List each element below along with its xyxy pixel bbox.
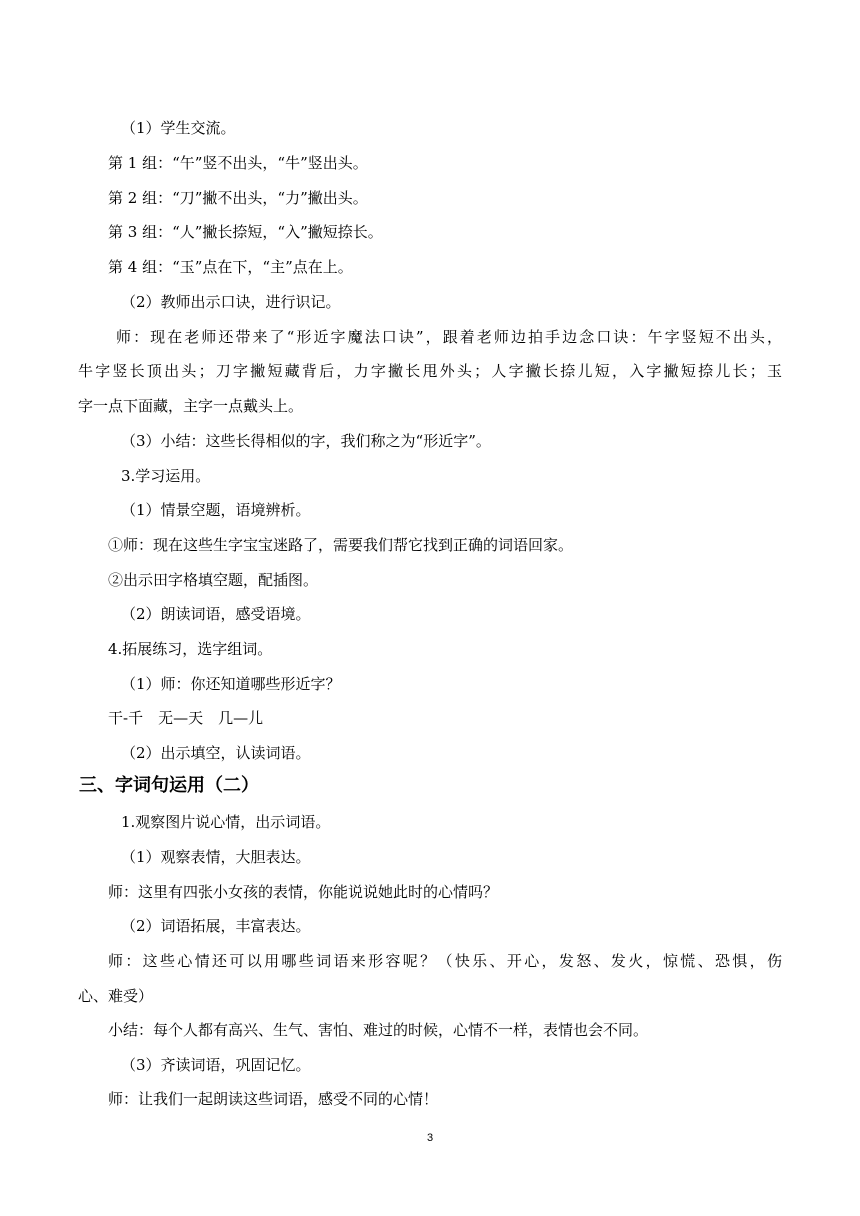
paragraph-line: 师：让我们一起朗读这些词语，感受不同的心情！ — [108, 1090, 439, 1108]
paragraph-line: （2）词语拓展，丰富表达。 — [121, 917, 311, 935]
paragraph-line: 牛字竖长顶出头；刀字撇短藏背后，力字撇长甩外头；人字撇长捺儿短，入字撇短捺儿长；玉 — [78, 362, 782, 380]
paragraph-line: （1）情景空题，语境辨析。 — [121, 501, 311, 519]
paragraph-line: 第 1 组：“午”竖不出头，“牛”竖出头。 — [108, 154, 368, 172]
paragraph-line: 第 4 组：“玉”点在下，“主”点在上。 — [108, 258, 353, 276]
paragraph-line: 师：这里有四张小女孩的表情，你能说说她此时的心情吗？ — [108, 883, 499, 901]
paragraph-line: 师：这些心情还可以用哪些词语来形容呢？（快乐、开心，发怒、发火，惊慌、恐惧，伤 — [108, 952, 782, 970]
paragraph-line: ②出示田字格填空题，配插图。 — [108, 571, 319, 589]
paragraph-line: （3）齐读词语，巩固记忆。 — [121, 1056, 311, 1074]
paragraph-line: 心、难受） — [78, 987, 154, 1005]
paragraph-line: 第 3 组：“人”撇长捺短，“入”撇短捺长。 — [108, 223, 383, 241]
section-heading: 三、字词句运用（二） — [79, 775, 259, 796]
paragraph-line: 字一点下面藏，主字一点戴头上。 — [78, 397, 304, 415]
paragraph-line: 4.拓展练习，选字组词。 — [108, 640, 273, 658]
paragraph-line: 小结：每个人都有高兴、生气、害怕、难过的时候，心情不一样，表情也会不同。 — [108, 1021, 649, 1039]
paragraph-line: （1）学生交流。 — [121, 119, 236, 137]
page-number: 3 — [426, 1132, 434, 1144]
paragraph-line: （2）教师出示口诀，进行识记。 — [121, 293, 341, 311]
paragraph-line: 1.观察图片说心情，出示词语。 — [121, 813, 331, 831]
paragraph-line: 师：现在老师还带来了“形近字魔法口诀”，跟着老师边拍手边念口诀：午字竖短不出头， — [116, 328, 782, 346]
paragraph-line: 干-千 无—天 几—儿 — [108, 709, 264, 727]
paragraph-line: （2）朗读词语，感受语境。 — [121, 605, 311, 623]
paragraph-line: 第 2 组：“刀”撇不出头，“力”撇出头。 — [108, 189, 368, 207]
paragraph-line: （3）小结：这些长得相似的字，我们称之为“形近字”。 — [121, 432, 491, 450]
paragraph-line: （1）观察表情，大胆表达。 — [121, 848, 311, 866]
paragraph-line: （1）师：你还知道哪些形近字？ — [121, 675, 341, 693]
paragraph-line: 3.学习运用。 — [121, 467, 211, 485]
paragraph-line: （2）出示填空，认读词语。 — [121, 744, 311, 762]
paragraph-line: ①师：现在这些生字宝宝迷路了，需要我们帮它找到正确的词语回家。 — [108, 536, 574, 554]
